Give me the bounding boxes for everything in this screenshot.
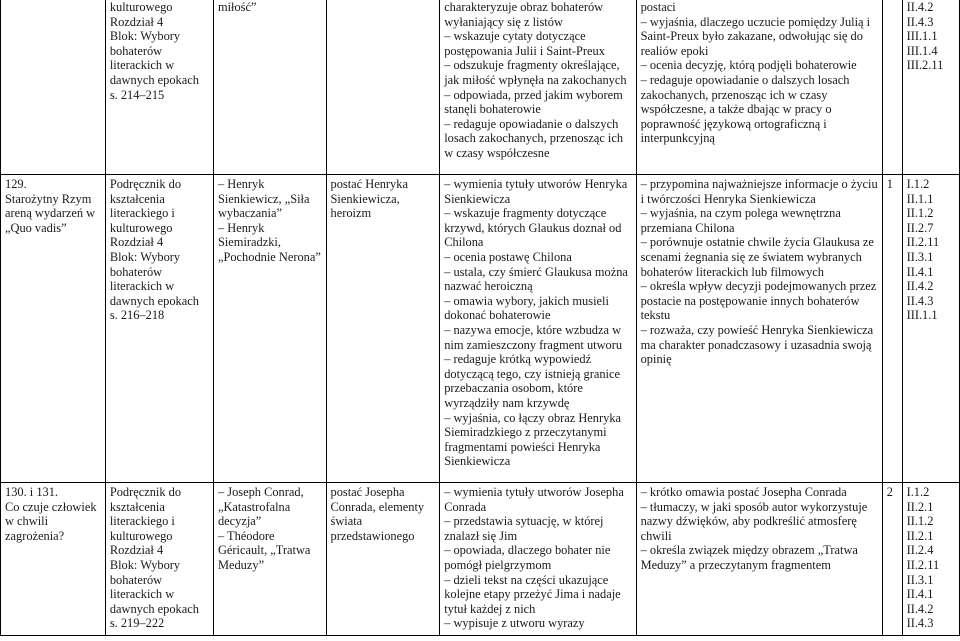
- goal-item: – nazywa emocje, które wzbudza w nim zamieszczony fragment utworu: [444, 322, 623, 352]
- table-row: [1, 483, 960, 636]
- goal-item: – rozważa, czy powieść Henryka Sienkiewicza ma charakter ponadczasowy i uzasadnia swoją opinię: [640, 322, 874, 367]
- texts-cell: miłość”: [213, 0, 326, 175]
- hours-cell: 2: [882, 483, 902, 636]
- goal-item: – opowiada, dlaczego bohater nie pomógł pielgrzymom: [444, 543, 611, 572]
- theme-cell: [326, 0, 440, 175]
- goal-item: – wskazuje cytaty dotyczące postępowania Julii i Saint-Preux: [444, 29, 605, 58]
- table-row: [1, 0, 960, 175]
- goal-item: – tłumaczy, w jaki sposób autor wykorzystuje nazwy dźwięków, aby podkreślić atmosferę chwili: [640, 499, 868, 543]
- basic-goals-cell: [440, 483, 636, 636]
- goal-item: – ocenia decyzję, którą podjęli bohaterowie: [640, 58, 857, 73]
- basic-goals-cell: [440, 175, 636, 483]
- goal-item: – krótko omawia postać Josepha Conrada: [640, 485, 847, 499]
- goal-item: – ustala, czy śmierć Glaukusa można nazwać heroiczną: [444, 264, 628, 294]
- goal-item: – porównuje ostatnie chwile życia Glaukusa ze scenami żegnania się ze światem wybranych bohaterów literackich lub filmowych: [640, 235, 874, 279]
- table-row: [1, 175, 960, 483]
- curriculum-codes-cell: I.1.2 II.1.1 II.1.2 II.2.7 II.2.11 II.3.1 II.4.1 II.4.2 II.4.3 III.1.1: [902, 175, 959, 483]
- goal-item: – określa wpływ decyzji podejmowanych przez postacie na postępowanie innych bohaterów tekstu: [640, 279, 877, 323]
- hours-cell: 1: [882, 175, 902, 483]
- goal-item: – odszukuje fragmenty określające, jak miłość wpłynęła na zakochanych: [444, 58, 627, 87]
- lesson-topic-cell: [1, 0, 106, 175]
- theme-cell: postać Josepha Conrada, elementy świata przedstawionego: [326, 483, 440, 636]
- goal-item: – redaguje krótką wypowiedź dotyczącą tego, czy istnieją granice przebaczania osobom, które wyrządziły nam krzywdę: [444, 352, 620, 410]
- goal-item: – ocenia postawę Chilona: [444, 249, 572, 264]
- goal-item: – odpowiada, przed jakim wyborem stanęli bohaterowie: [444, 87, 623, 117]
- extended-goals-cell: [636, 483, 882, 636]
- goal-item: – wskazuje fragmenty dotyczące krzywd, których Glaukus doznał od Chilona: [444, 206, 622, 250]
- goal-item: – wymienia tytuły utworów Henryka Sienkiewicza: [444, 177, 628, 206]
- textbook-cell: kulturowego Rozdział 4 Blok: Wybory bohaterów literackich w dawnych epokach s. 214–215: [105, 0, 213, 175]
- goal-item: – redaguje opowiadanie o dalszych losach zakochanych, przenosząc ich w czasy współczesne, a także dbając w pracy o poprawność językową ortograficzną i interpunkcyjną: [640, 72, 850, 146]
- extended-goals-cell: [636, 175, 882, 483]
- goal-item: – przedstawia sytuację, w której znalazł się Jim: [444, 514, 604, 543]
- goal-item: – omawia wybory, jakich musieli dokonać bohaterowie: [444, 293, 609, 323]
- goal-item: postaci: [640, 0, 676, 14]
- goal-item: – wyjaśnia, na czym polega wewnętrzna przemiana Chilona: [640, 206, 841, 235]
- goal-item: – wyjaśnia, dlaczego uczucie pomiędzy Julią i Saint-Preux było zakazane, odwołując się do realiów epoki: [640, 14, 871, 58]
- lesson-topic-cell: 130. i 131. Co czuje człowiek w chwili zagrożenia?: [1, 483, 106, 636]
- goal-item: charakteryzuje obraz bohaterów wyłaniający się z listów: [444, 0, 604, 29]
- goal-item: – wyjaśnia, co łączy obraz Henryka Siemiradzkiego z przeczytanymi fragmentami powieści Henryka Sienkiewicza: [444, 410, 622, 469]
- textbook-cell: Podręcznik do kształcenia literackiego i kulturowego Rozdział 4 Blok: Wybory bohaterów literackich w dawnych epokach s. 219–222: [105, 483, 213, 636]
- goal-item: – dzieli tekst na części ukazujące kolejne etapy przeżyć Jima i nadaje tytuł każdej z nich: [444, 572, 621, 616]
- goal-item: – wypisuje z utworu wyrazy: [444, 616, 585, 631]
- curriculum-codes-cell: I.1.2 II.2.1 II.1.2 II.2.1 II.2.4 II.2.11 II.3.1 II.4.1 II.4.2 II.4.3: [902, 483, 959, 636]
- goal-item: – przypomina najważniejsze informacje o życiu i twórczości Henryka Sienkiewicza: [640, 177, 878, 206]
- extended-goals-cell: [636, 0, 882, 175]
- lesson-topic-cell: 129. Starożytny Rzym areną wydarzeń w „Quo vadis”: [1, 175, 106, 483]
- goal-item: – wymienia tytuły utworów Josepha Conrada: [444, 485, 624, 514]
- texts-cell: – Joseph Conrad, „Katastrofalna decyzja” – Théodore Géricault, „Tratwa Meduzy”: [213, 483, 326, 636]
- hours-cell: [882, 0, 902, 175]
- textbook-cell: Podręcznik do kształcenia literackiego i kulturowego Rozdział 4 Blok: Wybory bohaterów literackich w dawnych epokach s. 216–218: [105, 175, 213, 483]
- theme-cell: postać Henryka Sienkiewicza, heroizm: [326, 175, 440, 483]
- texts-cell: – Henryk Sienkiewicz, „Siła wybaczania” – Henryk Siemiradzki, „Pochodnie Nerona”: [213, 175, 326, 483]
- goal-item: – określa związek między obrazem „Tratwa Meduzy” a przeczytanym fragmentem: [640, 543, 858, 572]
- curriculum-codes-cell: II.4.2 II.4.3 III.1.1 III.1.4 III.2.11: [902, 0, 959, 175]
- basic-goals-cell: [440, 0, 636, 175]
- goal-item: – redaguje opowiadanie o dalszych losach zakochanych, przenosząc ich w czasy współczesne: [444, 116, 624, 160]
